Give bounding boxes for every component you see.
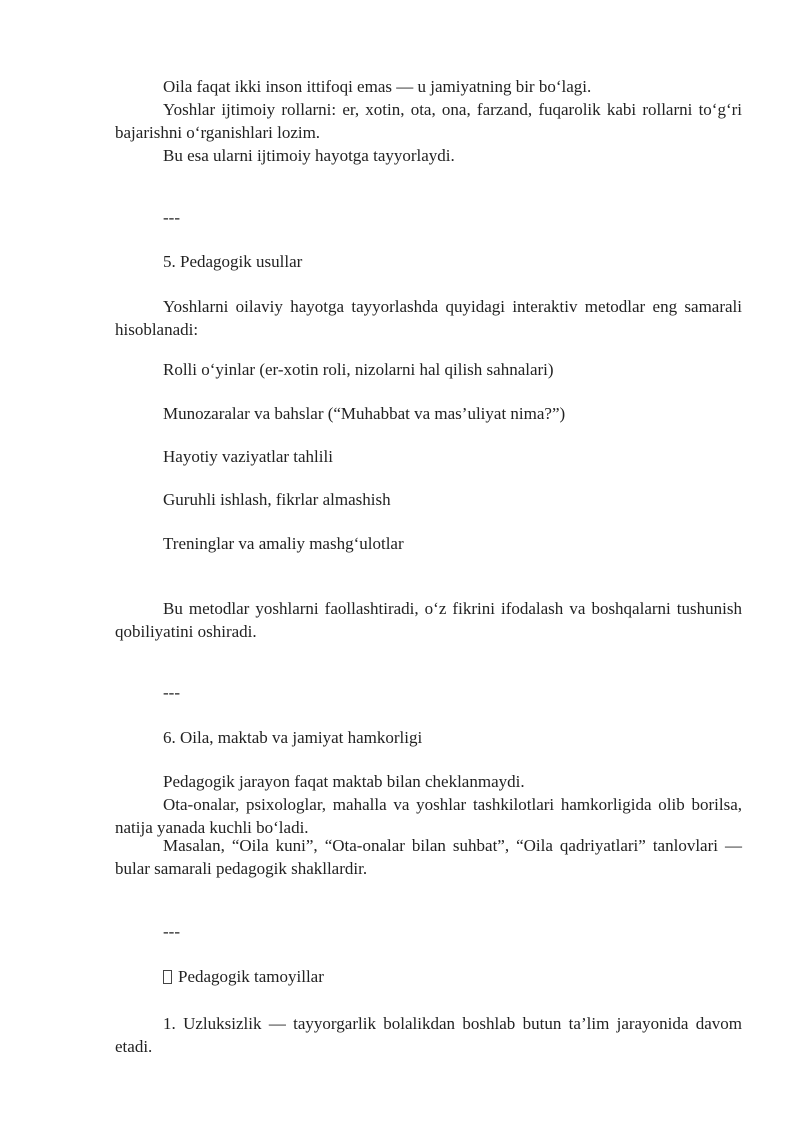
section-6-heading: 6. Oila, maktab va jamiyat hamkorligi bbox=[163, 728, 423, 747]
section-6-line-1: Pedagogik jarayon faqat maktab bilan cheklanmaydi. bbox=[163, 772, 525, 791]
method-item: Rolli o‘yinlar (er-xotin roli, nizolarni hal qilish sahnalari) bbox=[163, 360, 554, 379]
intro-line-2: Yoshlar ijtimoiy rollarni: er, xotin, ota, ona, farzand, fuqarolik kabi rollarni to‘g‘ri bajarishni o‘rganishlari lozim. bbox=[115, 100, 742, 142]
principles-heading-text: Pedagogik tamoyillar bbox=[178, 967, 324, 986]
principles-heading bbox=[163, 965, 324, 988]
section-5-heading: 5. Pedagogik usullar bbox=[163, 252, 303, 271]
missing-glyph-box-icon bbox=[163, 970, 172, 984]
section-6-line-3: Masalan, “Oila kuni”, “Ota-onalar bilan suhbat”, “Oila qadriyatlari” tanlovlari — bular samarali pedagogik shakllardir. bbox=[115, 836, 742, 878]
method-item: Guruhli ishlash, fikrlar almashish bbox=[163, 490, 391, 509]
method-item: Treninglar va amaliy mashg‘ulotlar bbox=[163, 534, 404, 553]
principle-item-1: 1. Uzluksizlik — tayyorgarlik bolalikdan boshlab butun ta’lim jarayonida davom etadi. bbox=[115, 1014, 742, 1056]
separator: --- bbox=[163, 683, 180, 702]
separator: --- bbox=[163, 922, 180, 941]
intro-line-3: Bu esa ularni ijtimoiy hayotga tayyorlaydi. bbox=[163, 146, 455, 165]
method-item: Munozaralar va bahslar (“Muhabbat va mas’uliyat nima?”) bbox=[163, 404, 566, 423]
intro-line-1: Oila faqat ikki inson ittifoqi emas — u jamiyatning bir bo‘lagi. bbox=[163, 77, 592, 96]
section-6-line-2: Ota-onalar, psixologlar, mahalla va yoshlar tashkilotlari hamkorligida olib borilsa, natija yanada kuchli bo‘ladi. bbox=[115, 795, 742, 837]
separator: --- bbox=[163, 208, 180, 227]
method-item: Hayotiy vaziyatlar tahlili bbox=[163, 447, 333, 466]
section-5-conclusion: Bu metodlar yoshlarni faollashtiradi, o‘z fikrini ifodalash va boshqalarni tushunish qobiliyatini oshiradi. bbox=[115, 599, 742, 641]
section-5-intro: Yoshlarni oilaviy hayotga tayyorlashda quyidagi interaktiv metodlar eng samarali hisoblanadi: bbox=[115, 297, 742, 339]
